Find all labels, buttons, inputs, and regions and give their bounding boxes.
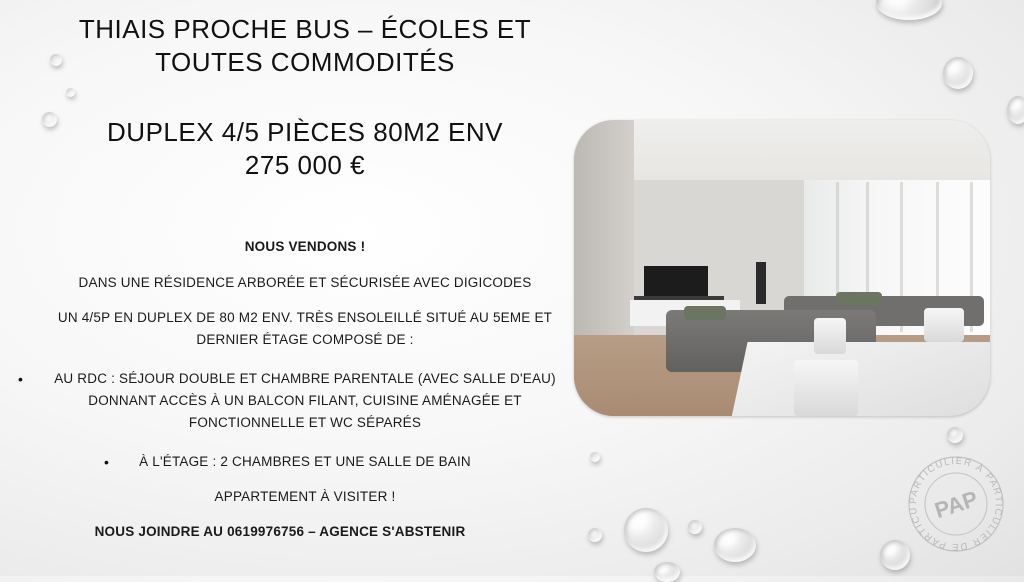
- water-drop: [876, 0, 942, 20]
- headline-line-1: THIAIS PROCHE BUS – ÉCOLES ET: [78, 14, 532, 44]
- water-drop: [688, 520, 702, 534]
- description-text: [0, 307, 610, 351]
- description-line-2: DERNIER ÉTAGE COMPOSÉ DE :: [196, 332, 414, 347]
- headline-line-2: TOUTES COMMODITÉS: [155, 47, 455, 77]
- bullet-icon: •: [18, 371, 23, 387]
- bullet-1-line-2: DONNANT ACCÈS À UN BALCON FILANT, CUISINE AMÉNAGÉE ET: [88, 393, 522, 408]
- visit-text: APPARTEMENT À VISITER !: [214, 489, 396, 504]
- intro-text: NOUS VENDONS !: [244, 239, 366, 254]
- bullet-upstairs: À L'ÉTAGE : 2 CHAMBRES ET UNE SALLE DE BAIN: [139, 454, 471, 469]
- pap-seal: [906, 454, 1006, 554]
- price: 275 000 €: [244, 150, 366, 180]
- water-drop: [943, 57, 973, 89]
- svg-text:PARTICULIER À PARTICULIER DE P: PARTICULIER À PARTICULIER DE PARTICU: [907, 455, 1005, 553]
- residence-text: DANS UNE RÉSIDENCE ARBORÉE ET SÉCURISÉE AVEC DIGICODES: [78, 275, 532, 290]
- water-drop: [1007, 96, 1024, 124]
- water-drop: [42, 112, 57, 127]
- water-drop: [66, 88, 75, 97]
- headline-line-3: DUPLEX 4/5 PIÈCES 80M2 ENV: [107, 117, 503, 147]
- bullet-ground-floor: [20, 368, 590, 434]
- headline-location: [60, 13, 550, 79]
- description-line-1: UN 4/5P EN DUPLEX DE 80 M2 ENV. TRÈS ENSOLEILLÉ SITUÉ AU 5EME ET: [57, 310, 553, 325]
- bullet-1-line-3: FONCTIONNELLE ET WC SÉPARÉS: [188, 415, 422, 430]
- living-room-photo: [574, 120, 990, 416]
- svg-text:PAP: PAP: [931, 485, 981, 524]
- bullet-1-line-1: AU RDC : SÉJOUR DOUBLE ET CHAMBRE PARENTALE (AVEC SALLE D'EAU): [54, 371, 556, 386]
- water-drop: [714, 528, 756, 562]
- water-drop: [947, 427, 963, 443]
- contact-text: NOUS JOINDRE AU 0619976756 – AGENCE S'ABSTENIR: [94, 524, 466, 539]
- water-drop: [624, 508, 668, 552]
- water-drop: [588, 528, 602, 542]
- bullet-icon: •: [104, 454, 109, 470]
- headline-property: [60, 116, 550, 182]
- water-drop: [654, 562, 680, 582]
